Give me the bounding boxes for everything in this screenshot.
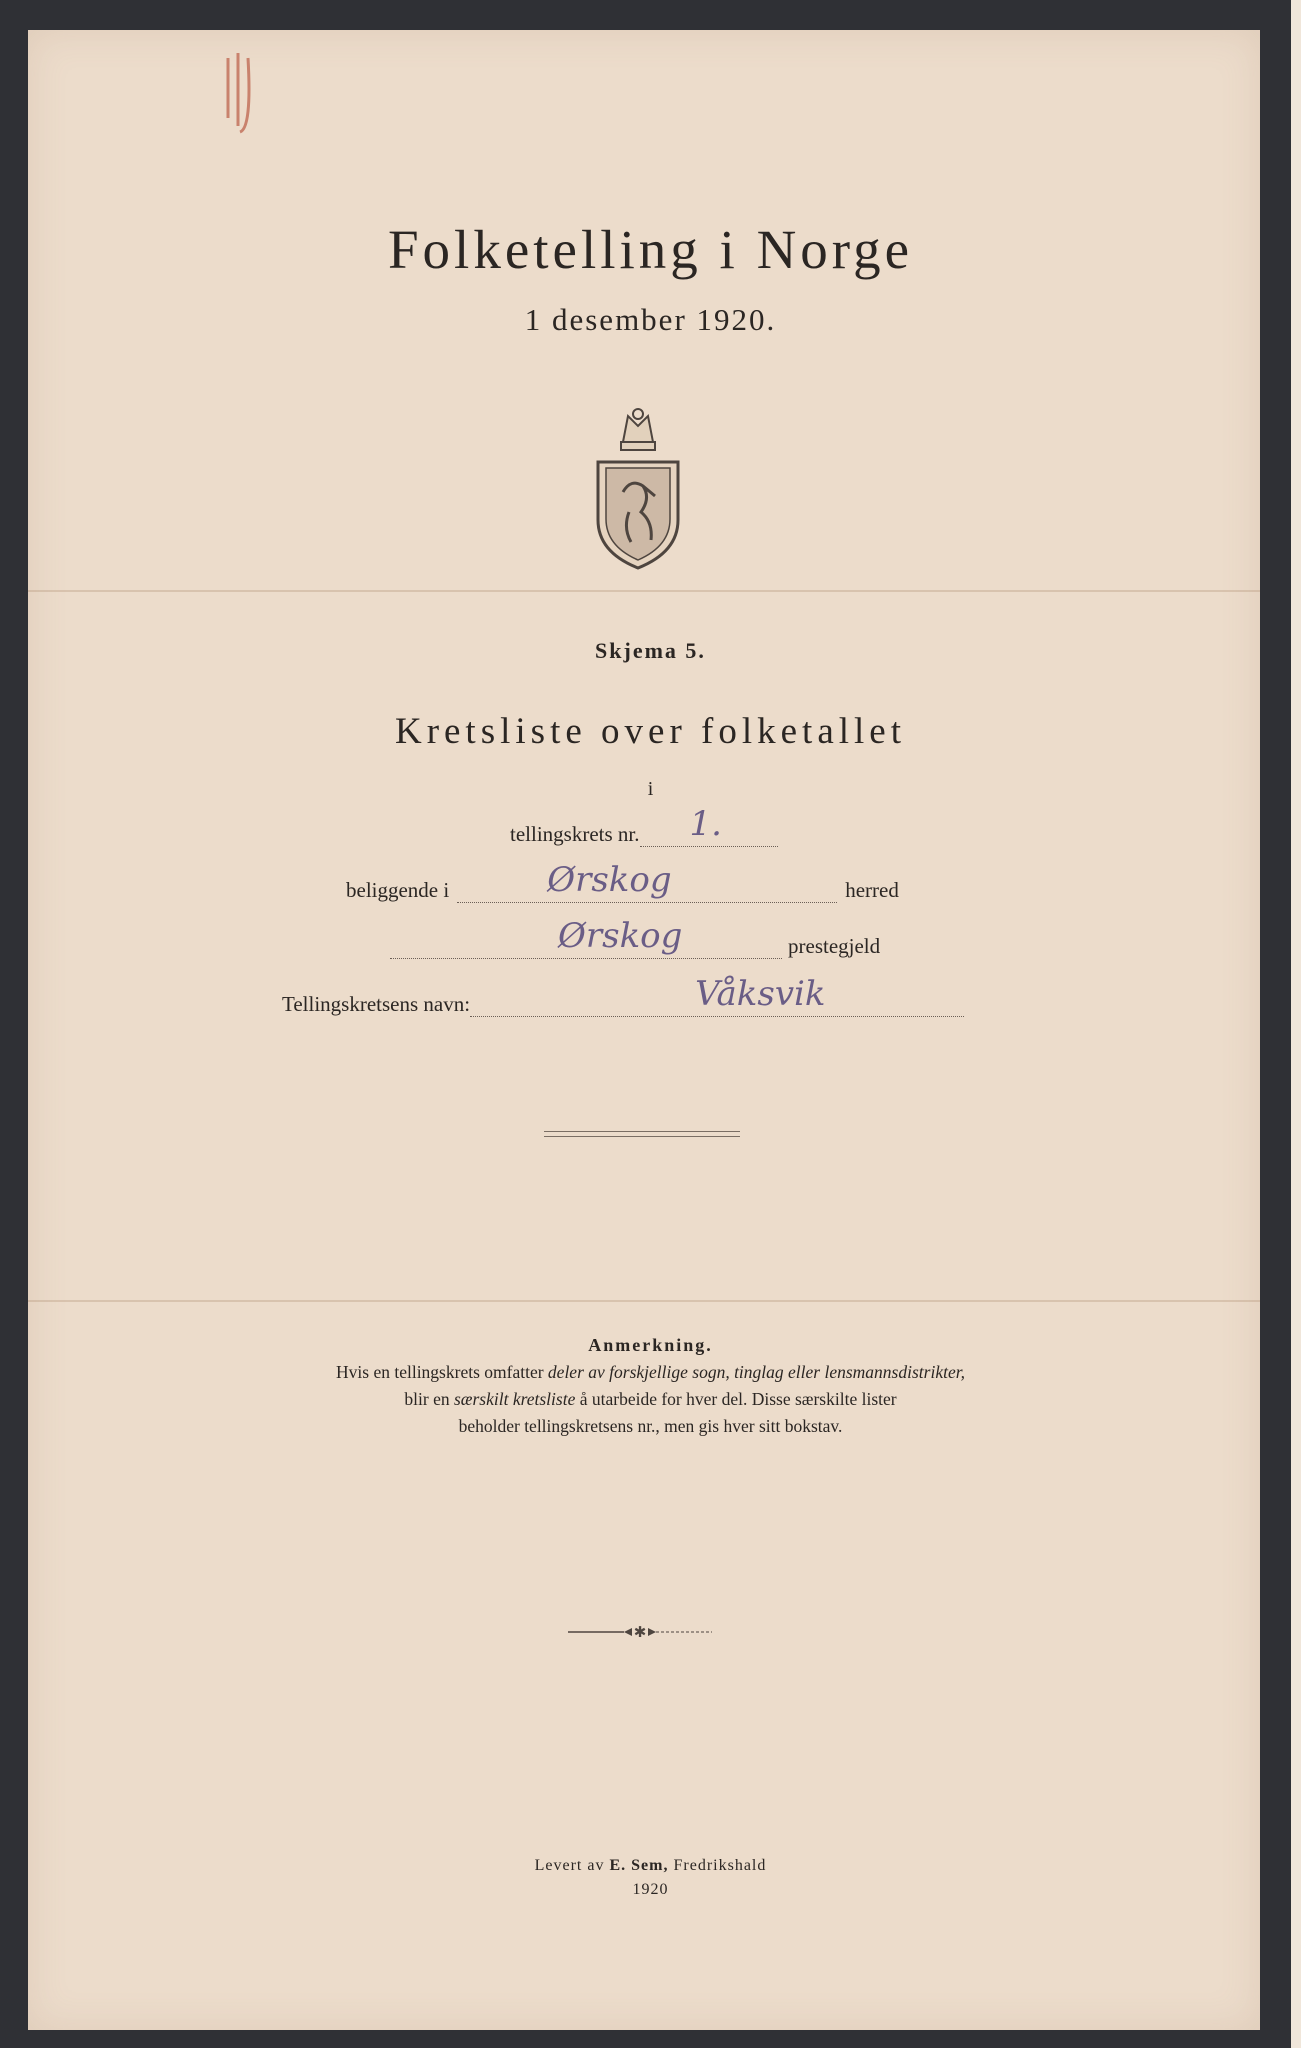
coat-of-arms-icon: [593, 402, 683, 572]
note-line-2-emphasis: særskilt kretsliste: [453, 1389, 576, 1409]
krets-number-row: [510, 804, 778, 847]
printer-year: 1920: [632, 1881, 669, 1898]
navn-label: Tellingskretsens navn:: [282, 992, 471, 1016]
navn-field: [470, 974, 964, 1017]
prestegjeld-field: [390, 916, 782, 959]
ornament-icon: [560, 1622, 720, 1642]
herred-label: herred: [845, 878, 899, 902]
note-line-2-text-b: å utarbeide for hver del. Disse særskilte lister: [575, 1389, 897, 1409]
note-body: [0, 1359, 1301, 1440]
krets-number-field: [640, 804, 778, 847]
printer-line: [0, 1854, 1301, 1878]
herred-row: [346, 860, 899, 903]
page-title: Folketelling i Norge: [387, 219, 914, 280]
beliggende-label: beliggende i: [346, 878, 450, 902]
printer-city: Fredrikshald: [668, 1857, 767, 1874]
form-heading: Kretsliste over folketallet: [394, 711, 907, 752]
paper-clip-mark-icon: [208, 48, 278, 138]
note-line-2: [0, 1386, 1301, 1413]
prestegjeld-label: prestegjeld: [788, 934, 881, 958]
navn-value: Våksvik: [695, 974, 826, 1014]
herred-value: Ørskog: [547, 860, 672, 900]
note-line-2-text-a: blir en: [404, 1389, 454, 1409]
note-line-1-text: Hvis en tellingskrets omfatter: [336, 1362, 548, 1382]
schema-number: Skjema 5.: [595, 638, 706, 663]
prestegjeld-row: [390, 916, 881, 959]
census-date: 1 desember 1920.: [524, 302, 777, 337]
connector-word: i: [647, 778, 654, 800]
krets-number-label: tellingskrets nr.: [510, 822, 640, 846]
navn-row: [282, 974, 964, 1017]
note-title: Anmerkning.: [588, 1335, 713, 1355]
printer-imprint: [0, 1854, 1301, 1902]
note-line-3: beholder tellingskretsens nr., men gis hver sitt bokstav.: [458, 1416, 843, 1436]
fold-line-top: [28, 590, 1260, 592]
note-line-1: [0, 1359, 1301, 1386]
krets-number-value: 1.: [689, 804, 722, 844]
note-line-1-emphasis: deler av forskjellige sogn, tinglag eller lensmannsdistrikter,: [547, 1362, 965, 1382]
prestegjeld-value: Ørskog: [558, 916, 683, 956]
herred-field: [457, 860, 837, 903]
svg-text:✱: ✱: [633, 1623, 647, 1641]
printer-name: E. Sem,: [609, 1857, 669, 1874]
divider-rule: [544, 1131, 740, 1137]
fold-line-bottom: [28, 1300, 1260, 1302]
printer-prefix: Levert av: [534, 1857, 610, 1874]
